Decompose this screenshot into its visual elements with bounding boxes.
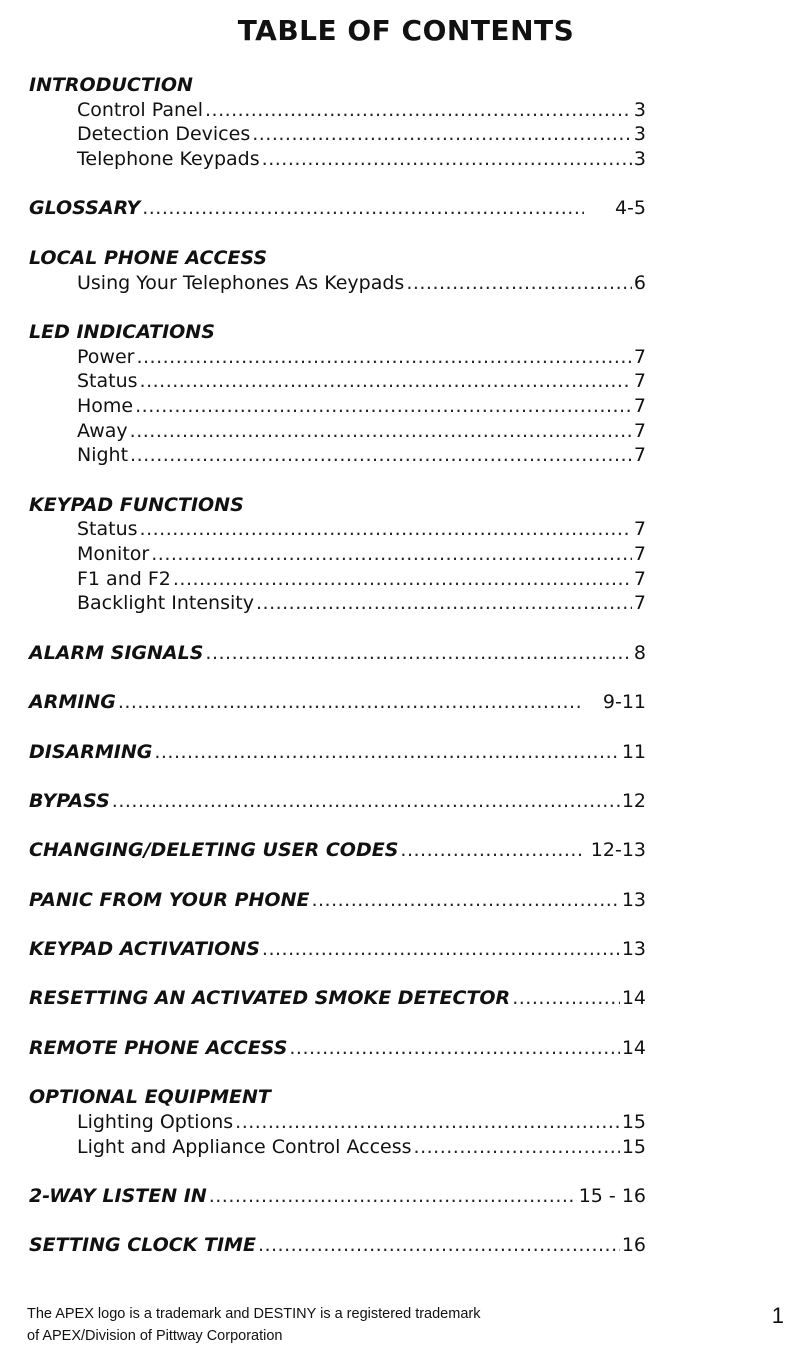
dot-leader: [130, 443, 632, 468]
toc-entry-label: GLOSSARY: [29, 197, 141, 220]
dot-leader: [205, 98, 632, 123]
page-number: 1: [771, 1303, 784, 1328]
dot-leader: [256, 591, 632, 616]
toc-entry[interactable]: [29, 1184, 646, 1209]
dot-leader: [112, 789, 620, 814]
toc-subentry[interactable]: [29, 1110, 646, 1135]
toc-entry-label: RESETTING AN ACTIVATED SMOKE DETECTOR: [29, 987, 511, 1010]
footer-line-2: of APEX/Division of Pittway Corporation: [27, 1328, 283, 1344]
toc-entry-label: F1 and F2: [77, 567, 171, 590]
toc-entry-label: 2-WAY LISTEN IN: [29, 1184, 207, 1207]
toc-section-heading: LED INDICATIONS: [29, 320, 215, 343]
toc-entry-label: BYPASS: [29, 789, 110, 812]
dot-leader: [140, 517, 632, 542]
toc-subentry[interactable]: [29, 369, 646, 394]
toc-entry-label: Away: [77, 419, 128, 442]
toc-entry-label: Status: [77, 370, 138, 393]
toc-section: [29, 320, 646, 468]
toc-page-number: 3: [633, 98, 646, 121]
toc-page-number: 7: [633, 518, 646, 541]
toc-section: [29, 838, 646, 863]
toc-page-number: 16: [621, 1234, 646, 1257]
toc-entry-label: ARMING: [29, 691, 116, 714]
toc-page-number: 7: [633, 370, 646, 393]
toc-entry[interactable]: [29, 740, 646, 765]
dot-leader: [154, 740, 619, 765]
dot-leader: [252, 122, 632, 147]
toc-entry[interactable]: [29, 196, 646, 221]
toc-page-number: 3: [633, 123, 646, 146]
dot-leader: [289, 1036, 619, 1061]
toc-section: [29, 1233, 646, 1258]
toc-section: [29, 493, 646, 616]
toc-page-number: 9-11: [602, 691, 646, 714]
toc-page-number: 6: [633, 271, 646, 294]
toc-page-number: 14: [621, 1036, 646, 1059]
toc-entry[interactable]: [29, 789, 646, 814]
dot-leader: [414, 1135, 620, 1160]
toc-entry-label: SETTING CLOCK TIME: [29, 1234, 256, 1257]
toc-entry-label: REMOTE PHONE ACCESS: [29, 1036, 288, 1059]
dot-leader: [262, 147, 632, 172]
toc-entry[interactable]: [29, 641, 646, 666]
dot-leader: [140, 369, 632, 394]
footer: [27, 1303, 480, 1347]
toc-page-number: 15 - 16: [578, 1184, 646, 1207]
dot-leader: [258, 1233, 620, 1258]
toc-page-number: 11: [621, 740, 646, 763]
toc-entry[interactable]: [29, 937, 646, 962]
toc-subentry[interactable]: [29, 345, 646, 370]
toc-section: [29, 937, 646, 962]
toc-subentry[interactable]: [29, 122, 646, 147]
toc-entry-label: Light and Appliance Control Access: [77, 1135, 412, 1158]
page-title: TABLE OF CONTENTS: [237, 14, 575, 47]
toc-entry[interactable]: [29, 838, 646, 863]
toc-entry-label: Status: [77, 518, 138, 541]
toc-subentry[interactable]: [29, 567, 646, 592]
toc-section: [29, 641, 646, 666]
toc-page-number: 13: [621, 888, 646, 911]
toc-section: [29, 1036, 646, 1061]
toc-entry[interactable]: [29, 1036, 646, 1061]
toc-entry-label: CHANGING/DELETING USER CODES: [29, 839, 399, 862]
toc-entry-label: PANIC FROM YOUR PHONE: [29, 888, 310, 911]
dot-leader: [512, 986, 620, 1011]
toc-page-number: 8: [633, 641, 646, 664]
footer-line-1: The APEX logo is a trademark and DESTINY is a registered trademark: [27, 1306, 481, 1322]
toc-subentry[interactable]: [29, 1135, 646, 1160]
toc-entry-label: Home: [77, 394, 134, 417]
toc-entry-label: Night: [77, 444, 129, 467]
toc-entry-label: Telephone Keypads: [77, 148, 260, 171]
toc-section: [29, 690, 646, 715]
dot-leader: [235, 1110, 620, 1135]
toc-subentry[interactable]: [29, 542, 646, 567]
toc-entry[interactable]: [29, 986, 646, 1011]
toc-subentry[interactable]: [29, 271, 646, 296]
toc-section: [29, 888, 646, 913]
toc-subentry[interactable]: [29, 517, 646, 542]
toc-page-number: 12: [621, 789, 646, 812]
toc-section-heading: OPTIONAL EQUIPMENT: [29, 1086, 271, 1109]
toc-section-heading: LOCAL PHONE ACCESS: [29, 246, 268, 269]
toc-section: [29, 789, 646, 814]
dot-leader: [406, 271, 632, 296]
toc-subentry[interactable]: [29, 443, 646, 468]
dot-leader: [136, 345, 631, 370]
dot-leader: [130, 419, 632, 444]
toc-entry-label: Power: [77, 345, 135, 368]
toc-section-heading: KEYPAD FUNCTIONS: [29, 493, 244, 516]
toc-page-number: 7: [633, 567, 646, 590]
toc-page-number: 7: [633, 444, 646, 467]
toc-page-number: 3: [633, 148, 646, 171]
toc-page-number: 7: [633, 419, 646, 442]
toc-page-number: 7: [633, 345, 646, 368]
dot-leader: [118, 690, 584, 715]
toc-entry-label: Backlight Intensity: [77, 592, 254, 615]
dot-leader: [151, 542, 632, 567]
toc-entry-label: Lighting Options: [77, 1110, 234, 1133]
toc-page-number: 15: [621, 1110, 646, 1133]
toc-subentry[interactable]: [29, 98, 646, 123]
toc-section: [29, 986, 646, 1011]
toc-page-number: 4-5: [614, 197, 646, 220]
toc-page-number: 7: [633, 543, 646, 566]
toc-page-number: 15: [621, 1135, 646, 1158]
toc-section: [29, 196, 646, 221]
toc-subentry[interactable]: [29, 394, 646, 419]
toc-entry-label: DISARMING: [29, 740, 153, 763]
toc-section: [29, 73, 646, 172]
dot-leader: [209, 1184, 577, 1209]
dot-leader: [262, 937, 620, 962]
dot-leader: [173, 567, 632, 592]
toc-subentry[interactable]: [29, 591, 646, 616]
toc-entry-label: Monitor: [77, 543, 150, 566]
dot-leader: [135, 394, 632, 419]
toc-section-heading: INTRODUCTION: [29, 74, 193, 96]
toc-page-number: 7: [633, 592, 646, 615]
toc-entry[interactable]: [29, 1233, 646, 1258]
toc-entry-label: Control Panel: [77, 98, 203, 121]
toc-section: [29, 1184, 646, 1209]
toc-entry-label: ALARM SIGNALS: [29, 641, 204, 664]
table-of-contents: [29, 73, 646, 1283]
toc-page-number: 13: [621, 938, 646, 961]
toc-entry-label: Detection Devices: [77, 123, 251, 146]
toc-page-number: 14: [621, 987, 646, 1010]
dot-leader: [311, 888, 619, 913]
toc-subentry[interactable]: [29, 147, 646, 172]
toc-section: [29, 246, 646, 295]
toc-page-number: 12-13: [590, 839, 646, 862]
toc-entry-label: Using Your Telephones As Keypads: [77, 271, 405, 294]
toc-entry[interactable]: [29, 888, 646, 913]
dot-leader: [142, 196, 584, 221]
toc-entry[interactable]: [29, 690, 646, 715]
dot-leader: [400, 838, 584, 863]
toc-page-number: 7: [633, 394, 646, 417]
toc-section: [29, 740, 646, 765]
toc-entry-label: KEYPAD ACTIVATIONS: [29, 938, 260, 961]
toc-subentry[interactable]: [29, 419, 646, 444]
dot-leader: [205, 641, 631, 666]
toc-section: [29, 1085, 646, 1159]
